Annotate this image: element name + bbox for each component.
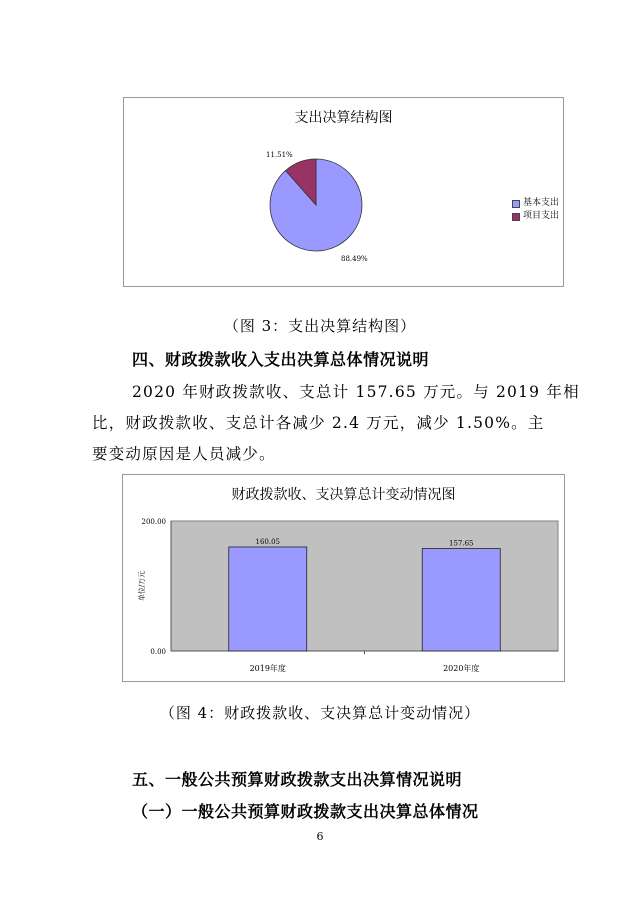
bar-chart-title: 财政拨款收、支决算总计变动情况图 xyxy=(231,487,456,503)
pie-label-basic: 88.49% xyxy=(341,255,368,263)
legend-swatch-project xyxy=(512,213,520,221)
bar-2020 xyxy=(422,549,500,651)
legend-item-basic xyxy=(512,197,559,210)
section-4-line-1: 2020 年财政拨款收、支总计 157.65 万元。与 2019 年相 xyxy=(132,383,580,401)
section-4-line-2: 比，财政拨款收、支总计各减少 2.4 万元，减少 1.50%。主 xyxy=(92,414,545,432)
bar-category-label-1: 2020年度 xyxy=(443,664,480,673)
pie-legend xyxy=(512,197,559,223)
bar-chart xyxy=(122,474,565,682)
figure-4-caption: （图 4：财政拨款收、支决算总计变动情况） xyxy=(159,704,481,722)
section-5-heading: 五、一般公共预算财政拨款支出决算情况说明 xyxy=(132,770,463,789)
legend-item-project xyxy=(512,210,559,223)
ytick-label-bottom: 0.00 xyxy=(150,648,166,656)
ytick-label-top: 200.00 xyxy=(141,518,166,526)
bar-2019 xyxy=(229,547,307,651)
section-4-line-3: 要变动原因是人员减少。 xyxy=(92,445,276,463)
legend-label-basic: 基本支出 xyxy=(523,198,560,208)
pie-chart xyxy=(123,97,564,287)
bar-value-label-0: 160.05 xyxy=(255,537,280,546)
pie-svg xyxy=(124,98,563,286)
figure-3-caption: （图 3：支出决算结构图） xyxy=(223,317,417,335)
legend-label-project: 项目支出 xyxy=(523,211,560,221)
y-axis-label: 单位/万元 xyxy=(138,570,146,602)
pie-label-project: 11.51% xyxy=(266,151,293,159)
bar-category-label-0: 2019年度 xyxy=(249,664,286,673)
bar-svg xyxy=(123,475,564,681)
section-4-heading: 四、财政拨款收入支出决算总体情况说明 xyxy=(132,350,430,369)
section-5-subheading: （一）一般公共预算财政拨款支出决算总体情况 xyxy=(132,802,479,821)
pie-chart-title: 支出决算结构图 xyxy=(294,110,393,126)
bar-value-label-1: 157.65 xyxy=(449,539,474,548)
legend-swatch-basic xyxy=(512,200,520,208)
page-number: 6 xyxy=(316,830,324,843)
